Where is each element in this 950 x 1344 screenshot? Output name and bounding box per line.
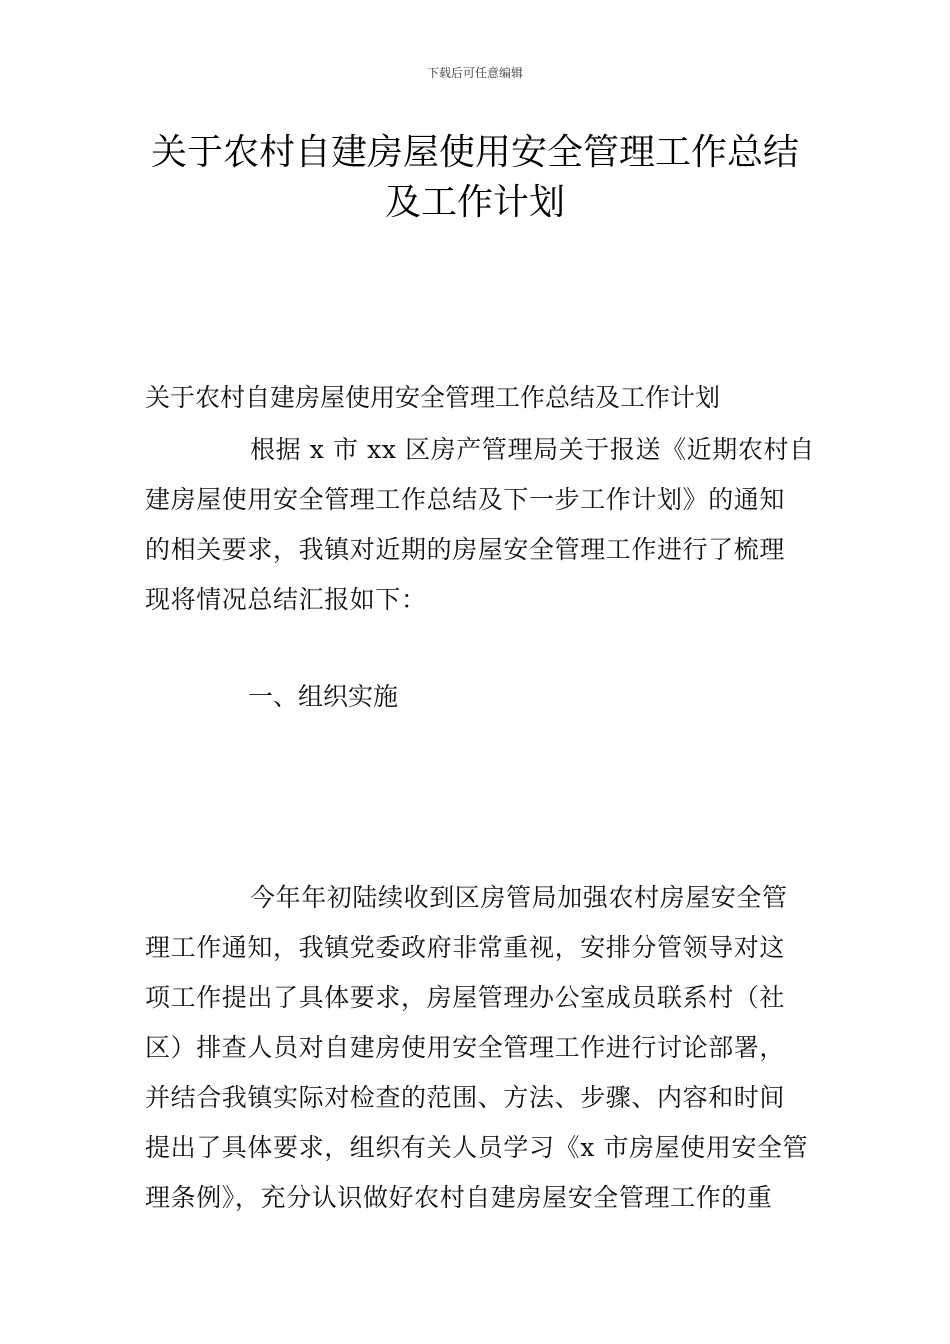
paragraph-line: 建房屋使用安全管理工作总结及下一步工作计划》的通知 [145,485,786,514]
paragraph-line: 现将情况总结汇报如下： [145,585,427,614]
section-heading-organization: 一、组织实施 [248,682,399,711]
paragraph-line: 今年年初陆续收到区房管局加强农村房屋安全管 [250,883,788,912]
document-title-line-1: 关于农村自建房屋使用安全管理工作总结 [150,132,799,173]
paragraph-line: 理工作通知，我镇党委政府非常重视，安排分管领导对这 [145,933,786,962]
header-note: 下载后可任意编辑 [426,66,523,80]
paragraph-line: 并结合我镇实际对检查的范围、方法、步骤、内容和时间 [145,1083,786,1112]
paragraph-organization [145,873,825,1223]
paragraph-line: 区）排查人员对自建房使用安全管理工作进行讨论部署， [145,1033,786,1062]
paragraph-line: 提出了具体要求，组织有关人员学习《x 市房屋使用安全管 [145,1133,809,1162]
paragraph-intro [145,425,825,625]
paragraph-line: 的相关要求，我镇对近期的房屋安全管理工作进行了梳理 [145,535,786,564]
document-title [100,128,850,228]
paragraph-line: 项工作提出了具体要求，房屋管理办公室成员联系村（社 [145,983,786,1012]
document-title-line-2: 及工作计划 [384,182,565,223]
paragraph-line: 根据 x 市 xx 区房产管理局关于报送《近期农村自 [250,435,815,464]
document-subtitle: 关于农村自建房屋使用安全管理工作总结及工作计划 [145,383,721,412]
paragraph-line: 理条例》，充分认识做好农村自建房屋安全管理工作的重 [145,1183,773,1212]
